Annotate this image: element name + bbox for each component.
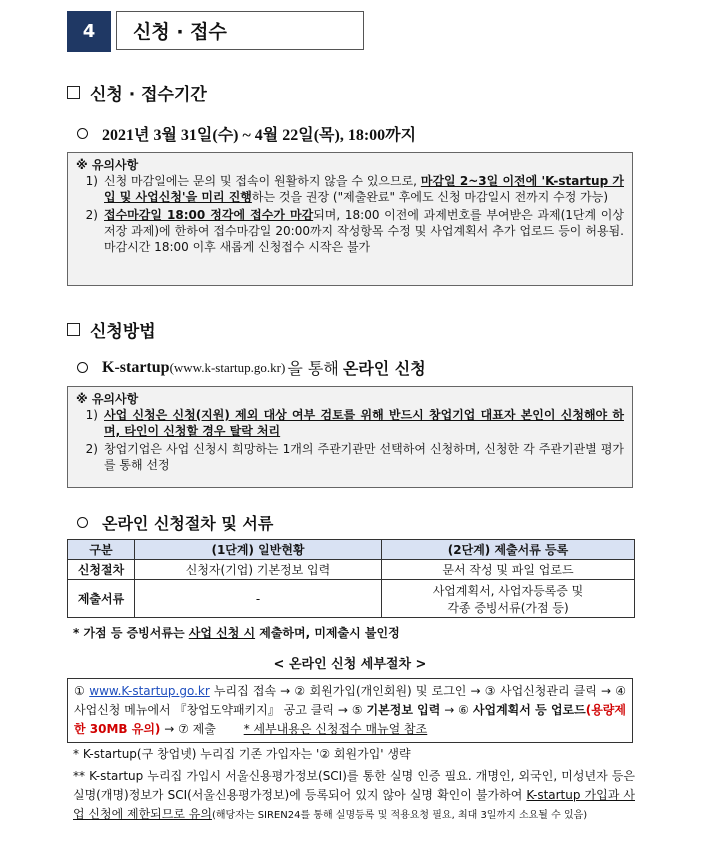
method-heading: 신청방법 [90,322,156,342]
table-header: 구분 [68,540,135,560]
period-note-box [67,152,633,286]
note-item: 1) 신청 마감일에는 문의 및 접속이 원활하지 않을 수 있으므로, 마감일 2~3일 이전에 'K-startup 가입 및 사업신청'을 미리 진행하는 것을 권장 ("제출완료" 후에도 신청 마감일시 전까지 수정 가능) [85,174,624,204]
note-emphasis: 접수마감일 18:00 정각에 접수가 마감 [104,208,314,222]
method-url: (www.k-startup.go.kr) [169,359,286,375]
table-cell: - [135,580,382,618]
k-startup-link[interactable]: www.K-startup.go.kr [89,684,210,698]
note-title: ※ 유의사항 [76,392,139,406]
steps-box: ① www.K-startup.go.kr 누리집 접속 → ② 회원가입(개인회원) 및 로그인 → ③ 사업신청관리 클릭 → ④ 사업신청 메뉴에서 『창업도약패키지』 공고 클릭 → ⑤ 기본정보 입력 → ⑥ 사업계획서 등 업로드(용량제한 30MB 유의) → ⑦ 제출 * 세부내용은 신청접수 매뉴얼 참조 [67,678,633,743]
method-heading-row [67,317,156,342]
note-emphasis: 사업 신청은 신청(지원) 제외 대상 여부 검토를 위해 반드시 창업기업 대표자 본인이 신청해야 하며, 타인이 신청할 경우 탈락 처리 [104,408,624,438]
circle-bullet-icon [77,128,88,139]
note-item: 1) 사업 신청은 신청(지원) 제외 대상 여부 검토를 위해 반드시 창업기업 대표자 본인이 신청해야 하며, 타인이 신청할 경우 탈락 처리 [85,408,624,438]
table-header-row [68,540,635,560]
table-row [68,560,635,580]
footnote-1: * K-startup(구 창업넷) 누리집 기존 가입자는 '② 회원가입' 생략 [73,747,411,761]
table-cell: 제출서류 [68,580,135,618]
size-limit-warning: (용량제한 30MB 유의) [74,703,626,736]
footnote-2: ** K-startup 누리집 가입시 서울신용평가정보(SCI)를 통한 실명 인증 필요. 개명인, 외국인, 미성년자 등은 실명(개명)정보가 SCI(서울신용평가정보)에 등록되어 있지 않아 실명 확인이 불가하여 K-startup 가입과 사업 신청에 제한되므로 유의(해당자는 SIREN24를 통해 실명등록 및 적용요청 필요, 최대 3일까지 소요될 수 있음) [73,769,635,821]
square-bullet-icon [67,323,80,336]
evidence-note: * 가점 등 증빙서류는 사업 신청 시 제출하며, 미제출시 불인정 [73,626,400,640]
section-number: 4 [67,11,111,52]
period-date: 2021년 3월 31일(수) ~ 4월 22일(목), 18:00까지 [102,127,417,144]
procedure-table [67,539,635,618]
note-item: 2) 창업기업은 사업 신청시 희망하는 1개의 주관기관만 선택하여 신청하며, 신청한 각 주관기관별 평가를 통해 선정 [85,442,624,472]
online-bullet-row [77,511,273,534]
detail-title: < 온라인 신청 세부절차 > [273,657,427,672]
circle-bullet-icon [77,362,88,373]
section-title: 신청 · 접수 [116,11,364,50]
note-title: ※ 유의사항 [76,158,139,172]
table-cell: 사업계획서, 사업자등록증 및 각종 증빙서류(가점 등) [382,580,635,618]
manual-reference: * 세부내용은 신청접수 매뉴얼 참조 [243,722,428,736]
period-heading-row [67,80,207,105]
note-item: 2) 접수마감일 18:00 정각에 접수가 마감되며, 18:00 이전에 과제번호를 부여받은 과제(1단계 이상 저장 과제)에 한하여 접수마감일 20:00까지 작성항목 수정 및 사업계획서 추가 업로드 등이 허용됨. 마감시간 18:00 이후 새롭게 신청접수 시작은 불가 [85,208,624,254]
table-row [68,580,635,618]
method-bullet-row: K-startup (www.k-startup.go.kr) 을 통해 온라인 신청 [77,356,426,379]
table-header: (2단계) 제출서류 등록 [382,540,635,560]
table-header: (1단계) 일반현황 [135,540,382,560]
note-emphasis: 마감일 2~3일 이전에 'K-startup 가입 및 사업신청'을 미리 진행 [104,174,624,204]
period-date-row [77,122,416,145]
method-note-box [67,386,633,488]
circle-bullet-icon [77,517,88,528]
table-cell: 문서 작성 및 파일 업로드 [382,560,635,580]
square-bullet-icon [67,86,80,99]
period-heading: 신청 · 접수기간 [90,85,207,105]
table-cell: 신청자(기업) 기본정보 입력 [135,560,382,580]
online-heading: 온라인 신청절차 및 서류 [102,514,274,533]
table-cell: 신청절차 [68,560,135,580]
